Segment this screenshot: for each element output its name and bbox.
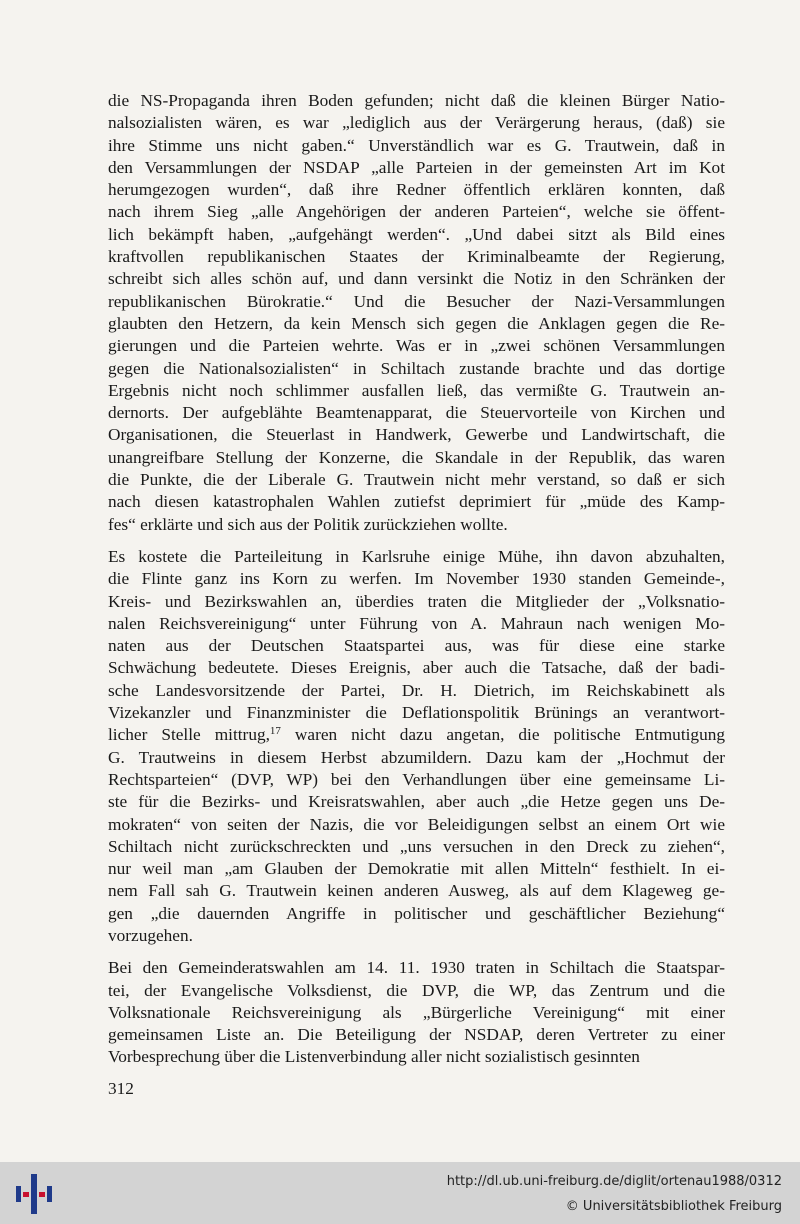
text-line: nem Fall sah G. Trautwein keinen anderen Ausweg, als auf dem Klageweg ge- (108, 881, 725, 901)
text-line: gegen die Nationalsozialisten“ in Schiltach zustande brachte und das dortige (108, 358, 725, 378)
text-line: gemeinsamen Liste an. Die Beteiligung der NSDAP, deren Vertreter zu einer (108, 1025, 725, 1045)
text-line: Vizekanzler und Finanzminister die Deflationspolitik Brünings an verantwort- (108, 703, 725, 723)
text-line: die NS-Propaganda ihren Boden gefunden; nicht daß die kleinen Bürger Natio- (108, 91, 725, 110)
text-line: herumgezogen wurden“, daß ihre Redner öffentlich erklären konnten, daß (108, 180, 725, 200)
text-line: gen „die dauernden Angriffe in politischer und geschäftlicher Beziehung“ (108, 903, 725, 923)
copyright-notice: © Universitätsbibliothek Freiburg (565, 1199, 782, 1214)
paragraph-3 (108, 957, 725, 1068)
text-line: Schwächung bedeutete. Dieses Ereignis, aber auch die Tatsache, daß der badi- (108, 658, 725, 678)
text-line: Bei den Gemeinderatswahlen am 14. 11. 1930 traten in Schiltach die Staatspar- (108, 958, 725, 978)
text-line: Vorbesprechung über die Listenverbindung aller nicht sozialistisch gesinnten (108, 1047, 640, 1067)
text-line: nalen Reichsvereinigung“ unter Führung von A. Mahraun nach wenigen Mo- (108, 613, 725, 633)
text-line: naten aus der Deutschen Staatspartei aus, was für diese eine starke (108, 636, 725, 656)
text-line: Rechtsparteien“ (DVP, WP) bei den Verhandlungen über eine gemeinsame Li- (108, 769, 725, 789)
text-line: republikanischen Bürokratie.“ Und die Besucher der Nazi-Versammlungen (108, 291, 725, 311)
page-number: 312 (108, 1079, 134, 1098)
text-line: nur weil man „am Glauben der Demokratie mit allen Mitteln“ festhielt. In ei- (108, 859, 725, 879)
text-line: glaubten den Hetzern, da kein Mensch sich gegen die Anklagen gegen die Re- (108, 313, 725, 333)
text-line: Organisationen, die Steuerlast in Handwerk, Gewerbe und Landwirtschaft, die (108, 425, 725, 445)
text-line: nalsozialisten wären, es war „lediglich aus der Verärgerung heraus, (daß) sie (108, 113, 725, 133)
text-line: tei, der Evangelische Volksdienst, die DVP, die WP, das Zentrum und die (108, 980, 725, 1000)
text-line: unangreifbare Stellung der Konzerne, die Skandale in der Republik, das waren (108, 447, 725, 467)
text-line: sche Landesvorsitzende der Partei, Dr. H. Dietrich, im Reichskabinett als (108, 680, 725, 700)
source-url[interactable]: http://dl.ub.uni-freiburg.de/diglit/ortenau1988/0312 (446, 1174, 782, 1189)
text-line: lich bekämpft haben, „aufgehängt werden“. „Und dabei sitzt als Bild eines (108, 224, 725, 244)
text-line: ste für die Bezirks- und Kreisratswahlen, aber auch „die Hetze gegen uns De- (108, 792, 725, 812)
text-line: Schiltach nicht zurückschreckten und „uns versuchen in den Dreck zu ziehen“, (108, 836, 725, 856)
text-line: vorzugehen. (108, 925, 193, 945)
text-line: schreibt sich alles schön auf, und dann versinkt die Notiz in den Schränken der (108, 269, 725, 289)
footnote-reference: 17 (269, 725, 281, 738)
text-line: nach ihrem Sieg „alle Angehörigen der anderen Parteien“, welche sie öffent- (108, 202, 725, 222)
text-line: Es kostete die Parteileitung in Karlsruhe einige Mühe, ihn davon abzuhalten, (108, 546, 725, 566)
text-line: G. Trautweins in diesem Herbst abzumildern. Dazu kam der „Hochmut der (108, 747, 725, 767)
text-line: Volksnationale Reichsvereinigung als „Bürgerliche Vereinigung“ mit einer (108, 1002, 725, 1022)
text-line-rest: waren nicht dazu angetan, die politische Entmutigung (280, 725, 725, 745)
text-line: den Versammlungen der NSDAP „alle Parteien in der gemeinsten Art im Kot (108, 157, 725, 177)
text-line: Kreis- und Bezirkswahlen an, überdies traten die Mitglieder der „Volksnatio- (108, 591, 725, 611)
text-line: Ergebnis nicht noch schlimmer ausfallen ließ, das vermißte G. Trautwein an- (108, 380, 725, 400)
text-line: gierungen und die Parteien wehrte. Was er in „zwei schönen Versammlungen (108, 336, 725, 356)
paragraph-1 (108, 90, 725, 536)
paragraph-2 (108, 546, 725, 947)
body-text (108, 90, 725, 1079)
text-line: die Flinte ganz ins Korn zu werfen. Im November 1930 standen Gemeinde-, (108, 569, 725, 589)
ub-freiburg-logo-icon (14, 1172, 54, 1216)
text-line: nach diesen katastrophalen Wahlen zutiefst deprimiert für „müde des Kamp- (108, 492, 725, 512)
text-line: dernorts. Der aufgeblähte Beamtenapparat, die Steuervorteile von Kirchen und (108, 403, 725, 423)
text-line: die Punkte, die der Liberale G. Trautwein nicht mehr verstand, so daß er sich (108, 470, 725, 490)
text-line: fes“ erklärte und sich aus der Politik zurückziehen wollte. (108, 514, 508, 534)
footer-bar (0, 1162, 800, 1224)
text-line: mokraten“ von seiten der Nazis, die vor Beleidigungen selbst an einem Ort wie (108, 814, 725, 834)
text-line: licher Stelle mittrug,$^{17}$ waren nicht dazu angetan, die politische Entmutigung (108, 725, 725, 745)
text-line: kraftvollen republikanischen Staates der Kriminalbeamte der Regierung, (108, 247, 725, 267)
text-line: ihre Stimme uns nicht gaben.“ Unverständlich war es G. Trautwein, daß in (108, 135, 725, 155)
